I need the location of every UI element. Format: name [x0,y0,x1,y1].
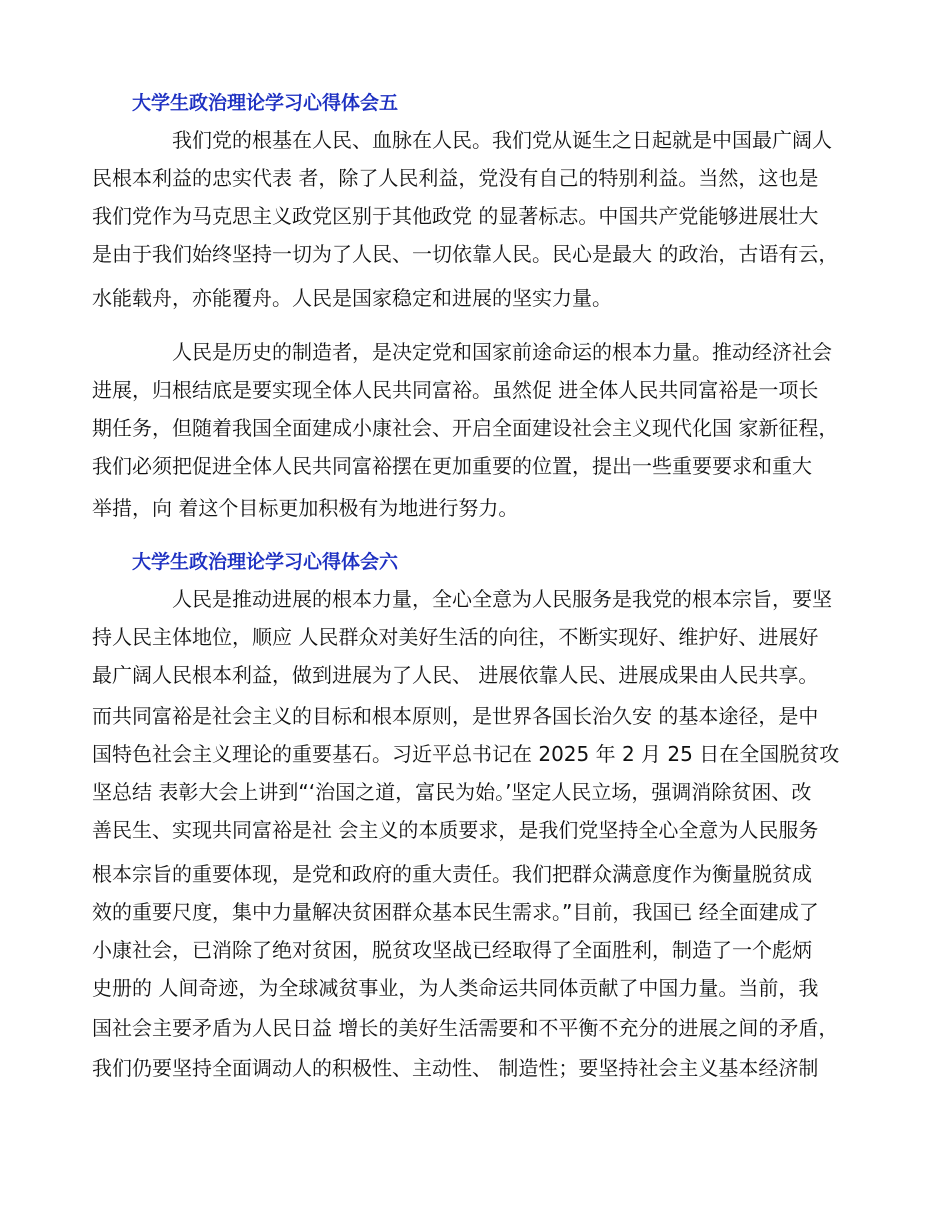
text-line: 我们必须把促进全体人民共同富裕摆在更加重要的位置，提出一些重要要求和重大 [92,454,812,478]
text-line: 举措，向 着这个目标更加积极有为地进行努力。 [92,496,519,520]
text-line: 坚总结 表彰大会上讲到“‘治国之道，富民为始。’坚定人民立场，强调消除贫困、改 [92,780,812,804]
text-line: 水能载舟，亦能覆舟。人民是国家稳定和进展的坚实力量。 [92,286,612,310]
text-line: 国特色社会主义理论的重要基石。习近平总书记在 2025 年 2 月 25 日在全国脱贫攻 [92,742,840,766]
text-line: 是由于我们始终坚持一切为了人民、一切依靠人民。民心是最大 的政治，古语有云， [92,242,839,266]
text-line: 最广阔人民根本利益，做到进展为了人民、 进展依靠人民、进展成果由人民共享。 [92,663,819,687]
text-line: 史册的 人间奇迹，为全球减贫事业，为人类命运共同体贡献了中国力量。当前，我 [92,976,819,1000]
text-line: 人民是历史的制造者，是决定党和国家前途命运的根本力量。推动经济社会 [172,340,832,364]
text-line: 持人民主体地位，顺应 人民群众对美好生活的向往，不断实现好、维护好、进展好 [92,625,819,649]
text-line: 我们仍要坚持全面调动人的积极性、主动性、 制造性；要坚持社会主义基本经济制 [92,1056,819,1080]
text-line: 我们党的根基在人民、血脉在人民。我们党从诞生之日起就是中国最广阔人 [172,128,832,152]
text-line: 进展，归根结底是要实现全体人民共同富裕。虽然促 进全体人民共同富裕是一项长 [92,378,819,402]
text-line: 小康社会，已消除了绝对贫困，脱贫攻坚战已经取得了全面胜利，制造了一个彪炳 [92,938,812,962]
text-line: 人民是推动进展的根本力量，全心全意为人民服务是我党的根本宗旨，要坚 [172,587,832,611]
section-heading-6: 大学生政治理论学习心得体会六 [132,551,399,573]
text-line: 善民生、实现共同富裕是社 会主义的本质要求，是我们党坚持全心全意为人民服务 [92,818,819,842]
text-line: 我们党作为马克思主义政党区别于其他政党 的显著标志。中国共产党能够进展壮大 [92,204,819,228]
text-line: 根本宗旨的重要体现，是党和政府的重大责任。我们把群众满意度作为衡量脱贫成 [92,862,812,886]
text-line: 民根本利益的忠实代表 者，除了人民利益，党没有自己的特别利益。当然，这也是 [92,166,819,190]
text-line: 国社会主要矛盾为人民日益 增长的美好生活需要和不平衡不充分的进展之间的矛盾， [92,1016,839,1040]
text-line: 而共同富裕是社会主义的目标和根本原则，是世界各国长治久安 的基本途径，是中 [92,704,819,728]
text-line: 期任务，但随着我国全面建成小康社会、开启全面建设社会主义现代化国 家新征程， [92,416,839,440]
text-line: 效的重要尺度，集中力量解决贫困群众基本民生需求。”目前，我国已 经全面建成了 [92,900,819,924]
section-heading-5: 大学生政治理论学习心得体会五 [132,92,399,114]
